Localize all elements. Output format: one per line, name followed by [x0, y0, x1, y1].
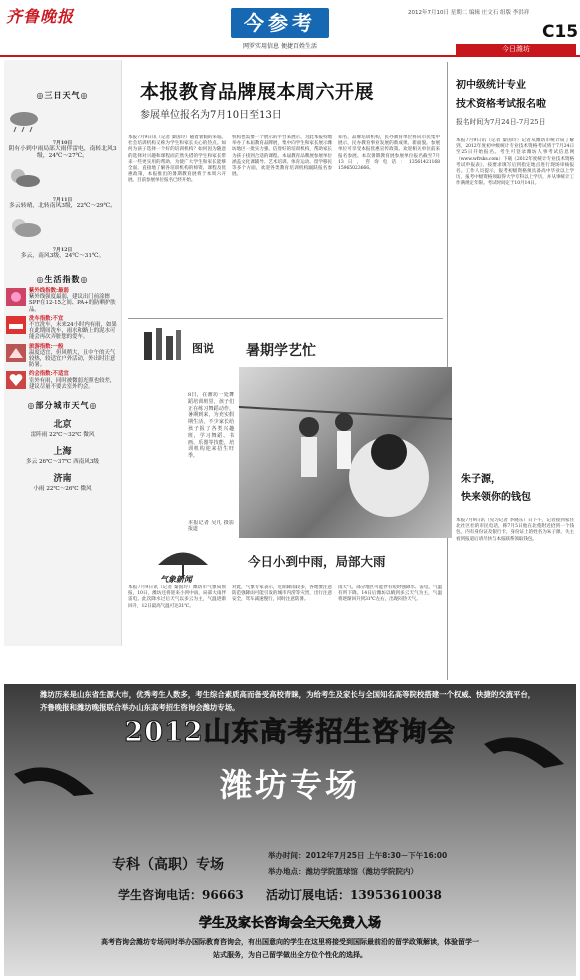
city-weather: 雷阵雨 22℃～32℃ 微风 [30, 432, 95, 439]
ad-track: 专科（高职）专场 [112, 857, 224, 873]
ad-order-label: 活动订展电话： [265, 888, 350, 902]
index-item [6, 371, 119, 390]
forecast-date: 7月12日 [52, 247, 73, 253]
ad-time-label: 举办时间： [268, 851, 306, 860]
section-brand: 今参考 [231, 8, 329, 38]
sidebar [4, 60, 122, 646]
article-headline: 本报教育品牌展本周六开展 [140, 81, 375, 103]
article-column: 对此，气象专家表示，近期降雨较多，各地要注意防范强降雨可能引发的城市内涝等灾害，出行注意安全，驾车减速慢行，同时注意防暑。 [232, 585, 332, 603]
forecast-day [4, 109, 121, 160]
sun-cloud-icon [4, 166, 44, 190]
weather-news-label: 气象新闻 [160, 574, 192, 584]
index-item [6, 288, 119, 313]
city-name: 北京 [53, 420, 72, 431]
dance-class-photo [239, 367, 452, 538]
cities-title: ◎ 部分城市天气 ◎ [4, 400, 121, 411]
forecast-day [4, 166, 121, 210]
index-title: ◎ 生活指数 ◎ [4, 274, 121, 285]
right-body: 本报7月9日讯（记者 秦国玲）记者从潍坊市统计局了解到，2012年度初中级统计专业技术资格考试将于7月24日至25日开始报名。考生可登录潍坊人事考试信息网（www.wfrsks.com）下载《2012年度统计专业技术资格考试申报表》，按要求填写后到指定地点进行现场审核报名。工作人员提示，报考初级资格须具备高中毕业以上学历，报考中级资格须取得大学专科以上学历，并从事统计工作满规定年限。考试时间定于10月14日。 [456, 138, 574, 187]
forecast-text: 阴有小到中雨局部大雨伴雷电，南转北风3级，24℃～27℃。 [8, 146, 117, 159]
ad-phone-label: 学生咨询电话： [118, 888, 203, 902]
ad-phone: 96663 [202, 888, 244, 902]
city-name: 济南 [53, 474, 72, 485]
ad-place: 潍坊学院篮球馆（潍坊学院院内） [305, 867, 418, 876]
index-text: 不宜洗车，未来24小时内有雨，如果在此期间洗车，雨水和路上的泥水可能会再次弄脏您的爱车。 [29, 322, 117, 341]
ad-title: 2012山东高考招生咨询会 [124, 717, 456, 748]
index-name: 旅游指数:一般 [29, 343, 64, 350]
ad-place-label: 举办地点： [268, 867, 306, 876]
article-column: 本报7月9日讯（记者 秦国玲）潍坊市气象局预报，10日，潍坊还将迎来小到中雨，局部大雨伴雷电。此次降水过后天气以多云为主，气温逐渐回升，12日最高气温可达31℃。 [128, 585, 226, 609]
page-number: C15 [542, 22, 579, 42]
article-column: 知名、品牌培训机构，民办教育单位将向市民集中展示，民办教育事业发展的新成果、新面貌。参展单位可享受本报优惠宣传政策。欢迎相关单位前来报名参展。本次暑期教育展参展单位报名截至7月13日，咨询电话：13561421168 15965023666。 [338, 135, 440, 172]
city-name: 上海 [53, 447, 72, 458]
feature-title: 暑期学艺忙 [246, 343, 316, 359]
right-body: 本报7月9日讯（见习记者 李晓东）日下午，记者接到家住北社区社的市民电话，称7月5日他在北苑附近拾到一个钱包，内有身份证及银行卡，身份证上的姓名为朱子源，失主看到报道后请尽快与本报联系领取钱包。 [456, 518, 574, 542]
index-item [6, 316, 119, 341]
article-column: 本报7月9日讯（记者 秦国玲）随着暑假的来临，社会培训机构又称为学生和家长关心的热点。如何为孩子选择一个好的培训机构？如何因为随意的选择对兴趣和课程而茫然失措的学生和家长带来一些更实用的帮助，为使广大学生和家长能够全面、直接地了解各培训机构的师资、课程及优惠政策，本报推出的暑期教育展将于本周六开展。目前参展单位报名已经开始。 [128, 135, 226, 184]
page-section-label: 今日潍坊 [456, 44, 576, 55]
photo-caption: 8日，在潍坊一处舞蹈培训班里，孩子们正在练习舞蹈动作。暑期到来，为充实假期生活，不少家长给孩子报了各类兴趣班，学习舞蹈、书画、乐器等技能，培训机构迎来招生旺季。 [188, 392, 234, 460]
ad-order-phone: 13953610038 [349, 888, 442, 902]
ad-slogan: 学生及家长咨询会全天免费入场 [198, 916, 381, 931]
cloudy-icon [4, 216, 44, 240]
right-headline: 技术资格考试报名啦 [456, 99, 546, 110]
forecast-text: 多云转晴，北转南风3级，22℃～29℃。 [9, 203, 116, 209]
index-text: 温度适宜，但风稍大，且中午的天气较热，较适宜户外活动，外出时注意防暑。 [29, 349, 116, 369]
city-weather: 小雨 22℃～26℃ 微风 [33, 486, 92, 493]
masthead-rule [0, 55, 580, 57]
dateline: 2012年7月10日 星期二 编辑 庄文石 组版 李洪祥 [408, 10, 530, 16]
index-text: 紫外线强度最弱，建议出门前涂擦SPF在12-15之间、PA+的防晒护肤品。 [29, 294, 116, 313]
forecast-day [4, 216, 121, 260]
ad-time: 2012年7月25日 上午8:30－下午16:00 [305, 851, 448, 860]
forecast-date: 7月11日 [52, 197, 73, 203]
dancers-illustration [239, 367, 452, 538]
ad-note: 高考咨询会潍坊专场同时举办国际教育咨询会，有出国意向的学生在这里将接受到国际最前沿的留学政策解读，体验留学一站式服务，为自己留学做出全方位个性化的选择。 [101, 938, 479, 959]
article-column: 雨天气。部分地区可能伴有短时强降水、雷电，气温有所下降。14日后潍坊以晴到多云天气为主，气温将逐渐回升到31℃左右，出现闷热天气。 [338, 585, 442, 603]
photo-credit: 本报记者 吴凡 摄影报道 [188, 520, 234, 533]
weather-title: ◎ 三日天气 ◎ [4, 90, 121, 101]
article-column: 机构也需要一个展示的平台来展示，为此本报特地举办了本届教育品牌展，集中向学生和家长展示潍坊地区一批实力强、信誉好的培训机构，帮助家长为孩子找到合适的课程。本届教育品牌展参展单位涵盖文化课辅导、艺术培训、体育运动、留学移民等多个方面，欢迎各类教育培训机构踊跃报名参展。 [232, 135, 332, 178]
forecast-date: 7月10日 [52, 140, 73, 146]
index-name: 紫外线指数:最弱 [29, 288, 69, 294]
right-headline: 朱子源， [461, 474, 501, 485]
index-item [6, 344, 119, 369]
index-name: 约会指数:不适宜 [29, 371, 69, 378]
travel-icon [6, 344, 26, 362]
article-subhead: 参展单位报名为7月10日至13日 [140, 110, 282, 121]
stationery-icon [140, 326, 185, 364]
right-headline: 快来领你的钱包 [461, 492, 531, 503]
feature-label: 图说 [192, 342, 214, 355]
date-heart-icon [6, 371, 26, 389]
rain-cloud-icon [4, 109, 44, 133]
index-text: 室外有雨，同时被微弱光照也较差，建议尽量不要去室外约会。 [29, 377, 116, 390]
car-wash-icon [6, 316, 26, 334]
city-weather: 多云 26℃～37℃ 西南风3级 [25, 459, 100, 466]
article-headline: 今日小到中雨，局部大雨 [248, 554, 386, 569]
forecast-text: 多云，南风3级，24℃～31℃。 [20, 253, 105, 259]
newspaper-logo: 齐鲁晚报 [6, 7, 75, 26]
right-headline: 初中级统计专业 [456, 80, 526, 91]
ad-lead: 潍坊历来是山东省生源大市，优秀考生人数多，考生综合素质高而备受高校青睐，为给考生及家长与全国知名高等院校搭建一个权威、快捷的交流平台，齐鲁晚报和潍坊晚报联合举办山东高考招生咨询会潍坊专场。 [40, 690, 536, 712]
uv-icon [6, 288, 26, 306]
right-subhead: 报名时间为7月24日-7月25日 [456, 118, 546, 126]
ad-subtitle: 潍坊专场 [219, 766, 360, 804]
index-name: 洗车指数:不宜 [29, 315, 64, 322]
section-divider [128, 318, 443, 319]
section-slogan: 网罗实用信息 便捷百姓生活 [243, 43, 317, 50]
